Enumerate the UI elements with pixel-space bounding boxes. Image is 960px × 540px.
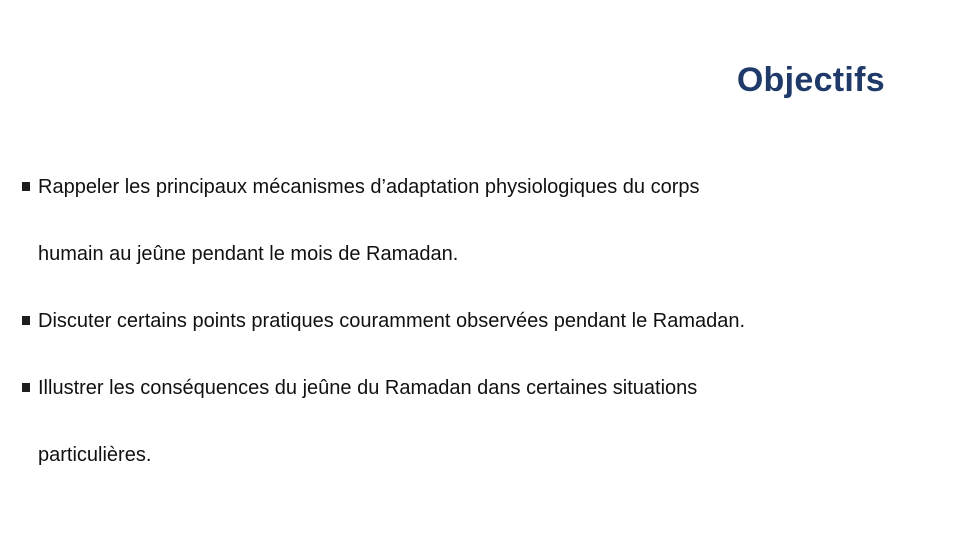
list-item <box>20 302 900 340</box>
bullet-text-line: Illustrer les conséquences du jeûne du Ramadan dans certaines situations <box>38 377 698 399</box>
bullet-text-line: Discuter certains points pratiques couramment observées pendant le Ramadan. <box>38 310 746 332</box>
square-bullet-icon <box>22 316 30 325</box>
slide-title: Objectifs <box>736 61 885 99</box>
objectives-list <box>20 168 900 474</box>
list-item <box>20 168 900 273</box>
square-bullet-icon <box>22 383 30 392</box>
bullet-text-line: Rappeler les principaux mécanismes d’adaptation physiologiques du corps <box>38 176 700 198</box>
square-bullet-icon <box>22 182 30 191</box>
bullet-text-line: particulières. <box>38 444 152 466</box>
list-item <box>20 369 900 474</box>
bullet-text-line: humain au jeûne pendant le mois de Ramadan. <box>38 243 459 265</box>
